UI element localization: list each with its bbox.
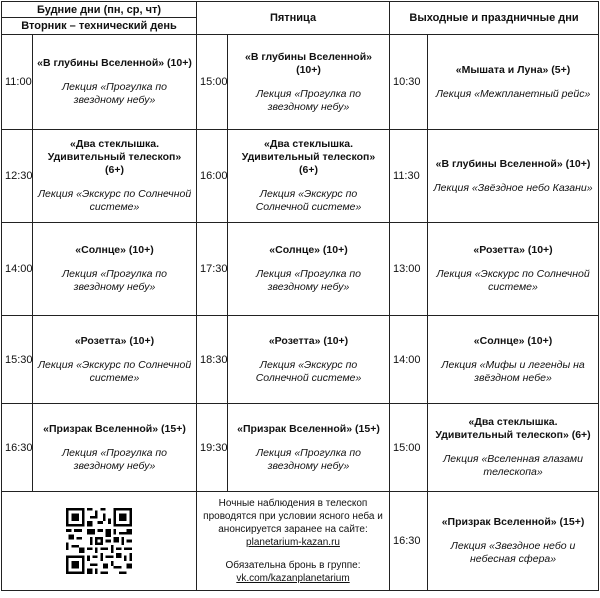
lecture-title: Лекция «Прогулка по звездному небу» — [255, 446, 362, 472]
weekend-time: 14:00 — [390, 316, 428, 404]
weekend-time: 15:00 — [390, 404, 428, 492]
weekday-show — [33, 35, 197, 130]
show-title: «Два стеклышка. Удивительный телескоп» (6+) — [435, 416, 591, 441]
schedule-row — [2, 316, 599, 404]
weekday-show — [33, 130, 197, 223]
qr-code-icon[interactable] — [66, 508, 132, 574]
show-title: «Розетта» (10+) — [74, 334, 155, 347]
weekdays-note: Вторник – технический день — [2, 18, 197, 35]
lecture-title: Лекция «Межпланетный рейс» — [435, 87, 591, 100]
lecture-title: Лекция «Экскурс по Солнечной системе» — [255, 358, 362, 384]
schedule-row — [2, 223, 599, 316]
site-link[interactable]: planetarium-kazan.ru — [246, 537, 340, 548]
friday-show — [228, 35, 390, 130]
weekdays-header: Будние дни (пн, ср, чт) — [2, 2, 197, 18]
weekday-time: 12:30 — [2, 130, 33, 223]
friday-show — [228, 404, 390, 492]
lecture-title: Лекция «Звёздное небо Казани» — [433, 181, 593, 194]
weekend-show — [428, 492, 599, 591]
show-title: «Солнце» (10+) — [75, 244, 154, 256]
weekend-show — [428, 223, 599, 316]
weekday-time: 11:00 — [2, 35, 33, 130]
friday-show — [228, 316, 390, 404]
lecture-title: Лекция «Прогулка по звездному небу» — [255, 87, 362, 113]
weekend-time: 11:30 — [390, 130, 428, 223]
show-title: «В глубины Вселенной» (10+) — [37, 57, 192, 69]
show-title: «Розетта» (10+) — [473, 244, 553, 256]
footer-row — [2, 492, 599, 591]
friday-time: 15:00 — [197, 35, 228, 130]
weekday-show — [33, 223, 197, 316]
show-title: «Призрак Вселенной» (15+) — [441, 516, 585, 528]
friday-show — [228, 223, 390, 316]
show-title: «Призрак Вселенной» (15+) — [43, 422, 186, 435]
friday-show — [228, 130, 390, 223]
friday-time: 18:30 — [197, 316, 228, 404]
schedule-table — [1, 1, 599, 591]
show-title: «В глубины Вселенной» (10+) — [245, 50, 373, 76]
lecture-title: Лекция «Экскурс по Солнечной системе» — [37, 358, 192, 384]
show-title: «В глубины Вселенной» (10+) — [435, 157, 591, 170]
booking-text: Обязательна бронь в группе: — [225, 560, 361, 571]
lecture-title: Лекция «Прогулка по звездному небу» — [61, 81, 168, 106]
vk-link[interactable]: vk.com/kazanplanetarium — [236, 573, 350, 584]
show-title: «Мышата и Луна» (5+) — [455, 63, 571, 76]
weekend-time: 10:30 — [390, 35, 428, 130]
show-title: «Солнце» (10+) — [473, 334, 553, 347]
friday-time: 19:30 — [197, 404, 228, 492]
weekend-show — [428, 316, 599, 404]
friday-header: Пятница — [197, 2, 390, 35]
weekday-show — [33, 316, 197, 404]
lecture-title: Лекция «Экскурс по Солнечной системе» — [37, 188, 192, 213]
lecture-title: Лекция «Прогулка по звездному небу» — [61, 446, 168, 472]
friday-time: 17:30 — [197, 223, 228, 316]
show-title: «Два стеклышка. Удивительный телескоп» (6+) — [47, 138, 182, 176]
weekday-show — [33, 404, 197, 492]
lecture-title: Лекция «Звездное небо и небесная сфера» — [450, 540, 576, 565]
weekend-show — [428, 35, 599, 130]
show-title: «Два стеклышка. Удивительный телескоп» (6+) — [241, 138, 376, 176]
weekend-time: 13:00 — [390, 223, 428, 316]
lecture-title: Лекция «Вселенная глазами телескопа» — [443, 453, 583, 478]
weekend-show — [428, 404, 599, 492]
show-title: «Призрак Вселенной» (15+) — [237, 422, 380, 435]
weekend-header: Выходные и праздничные дни — [390, 2, 599, 35]
lecture-title: Лекция «Мифы и легенды на звёздном небе» — [441, 358, 585, 384]
weekend-show — [428, 130, 599, 223]
weekday-time: 15:30 — [2, 316, 33, 404]
schedule-row — [2, 404, 599, 492]
weekday-time: 14:00 — [2, 223, 33, 316]
friday-time: 16:00 — [197, 130, 228, 223]
qr-code-cell — [2, 492, 197, 591]
lecture-title: Лекция «Экскурс по Солнечной системе» — [436, 268, 590, 293]
lecture-title: Лекция «Экскурс по Солнечной системе» — [255, 188, 362, 213]
weekend-time: 16:30 — [390, 492, 428, 591]
weekday-time: 16:30 — [2, 404, 33, 492]
lecture-title: Лекция «Прогулка по звездному небу» — [61, 268, 168, 293]
schedule-row — [2, 130, 599, 223]
lecture-title: Лекция «Прогулка по звездному небу» — [255, 268, 362, 293]
show-title: «Розетта» (10+) — [268, 334, 349, 347]
info-text-cell — [197, 492, 390, 591]
show-title: «Солнце» (10+) — [269, 244, 348, 256]
schedule-row — [2, 35, 599, 130]
night-observation-text: Ночные наблюдения в телескоп проводятся при условии ясного неба и анонсируется заранее на сайте: — [203, 498, 383, 535]
